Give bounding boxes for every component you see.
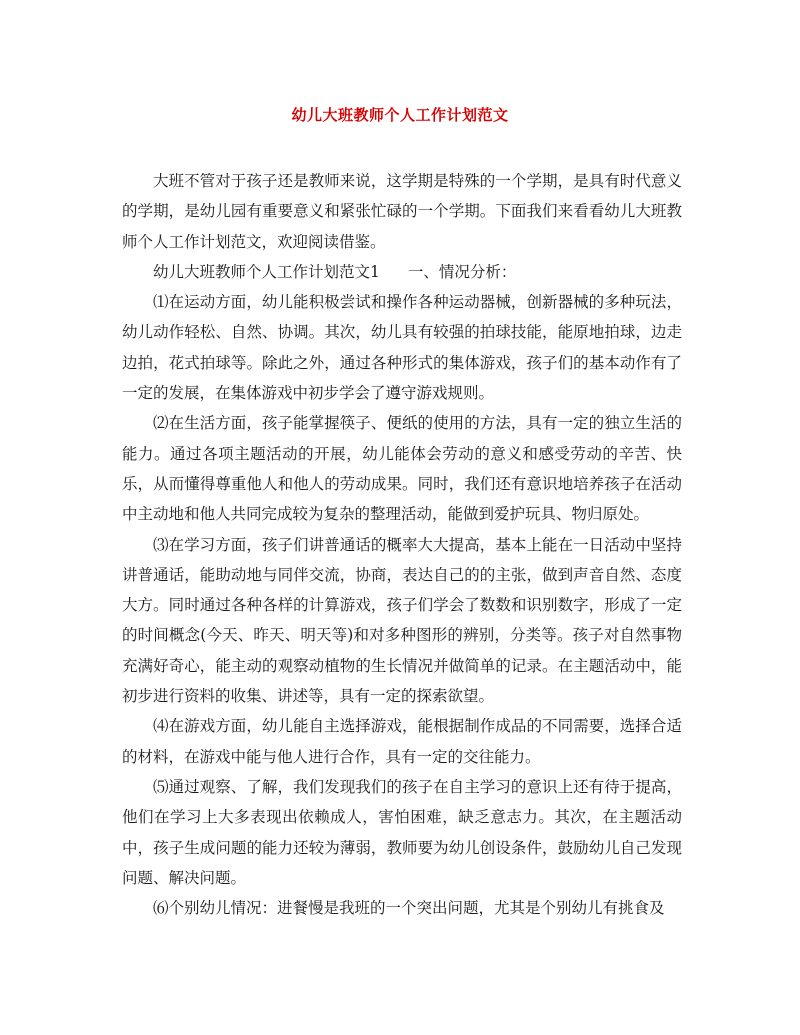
list-item: ⑴在运动方面，幼儿能积极尝试和操作各种运动器械，创新器械的多种玩法，幼儿动作轻松、自然、协调。其次，幼儿具有较强的拍球技能，能原地拍球，边走边拍，花式拍球等。除此之外，通过各种形式的集体游戏，孩子们的基本动作有了一定的发展，在集体游戏中初步学会了遵守游戏规则。 bbox=[122, 293, 682, 403]
list-item: ⑷在游戏方面，幼儿能自主选择游戏，能根据制作成品的不同需要，选择合适的材料，在游戏中能与他人进行合作，具有一定的交往能力。 bbox=[122, 717, 682, 766]
document-body bbox=[122, 166, 682, 923]
intro-paragraph: 大班不管对于孩子还是教师来说，这学期是特殊的一个学期，是具有时代意义的学期，是幼儿园有重要意义和紧张忙碌的一个学期。下面我们来看看幼儿大班教师个人工作计划范文，欢迎阅读借鉴。 bbox=[122, 172, 682, 251]
list-item: ⑸通过观察、了解，我们发现我们的孩子在自主学习的意识上还有待于提高，他们在学习上大多表现出依赖成人，害怕困难，缺乏意志力。其次，在主题活动中，孩子生成问题的能力还较为薄弱，教师要为幼儿创设条件，鼓励幼儿自己发现问题、解决问题。 bbox=[122, 777, 682, 887]
list-item: ⑹个别幼儿情况：进餐慢是我班的一个突出问题，尤其是个别幼儿有挑食及 bbox=[153, 899, 665, 918]
section-subheading: 一、情况分析： bbox=[407, 262, 517, 281]
list-item: ⑵在生活方面，孩子能掌握筷子、便纸的使用的方法，具有一定的独立生活的能力。通过各项主题活动的开展，幼儿能体会劳动的意义和感受劳动的辛苦、快乐，从而懂得尊重他人和他人的劳动成果。同时，我们还有意识地培养孩子在活动中主动地和他人共同完成较为复杂的整理活动，能做到爱护玩具、物归原处。 bbox=[122, 414, 682, 524]
section-heading-line bbox=[122, 257, 682, 287]
section-heading: 幼儿大班教师个人工作计划范文1 bbox=[153, 262, 380, 281]
document-title: 幼儿大班教师个人工作计划范文 bbox=[291, 106, 509, 124]
list-item: ⑶在学习方面，孩子们讲普通话的概率大大提高，基本上能在一日活动中坚持讲普通话，能助动地与同伴交流，协商，表达自己的的主张，做到声音自然、态度大方。同时通过各种各样的计算游戏，孩子们学会了数数和识别数字，形成了一定的时间概念(今天、昨天、明天等)和对多种图形的辨别，分类等。孩子对自然事物充满好奇心，能主动的观察动植物的生长情况并做简单的记录。在主题活动中，能初步进行资料的收集、讲述等，具有一定的探索欲望。 bbox=[122, 535, 682, 706]
